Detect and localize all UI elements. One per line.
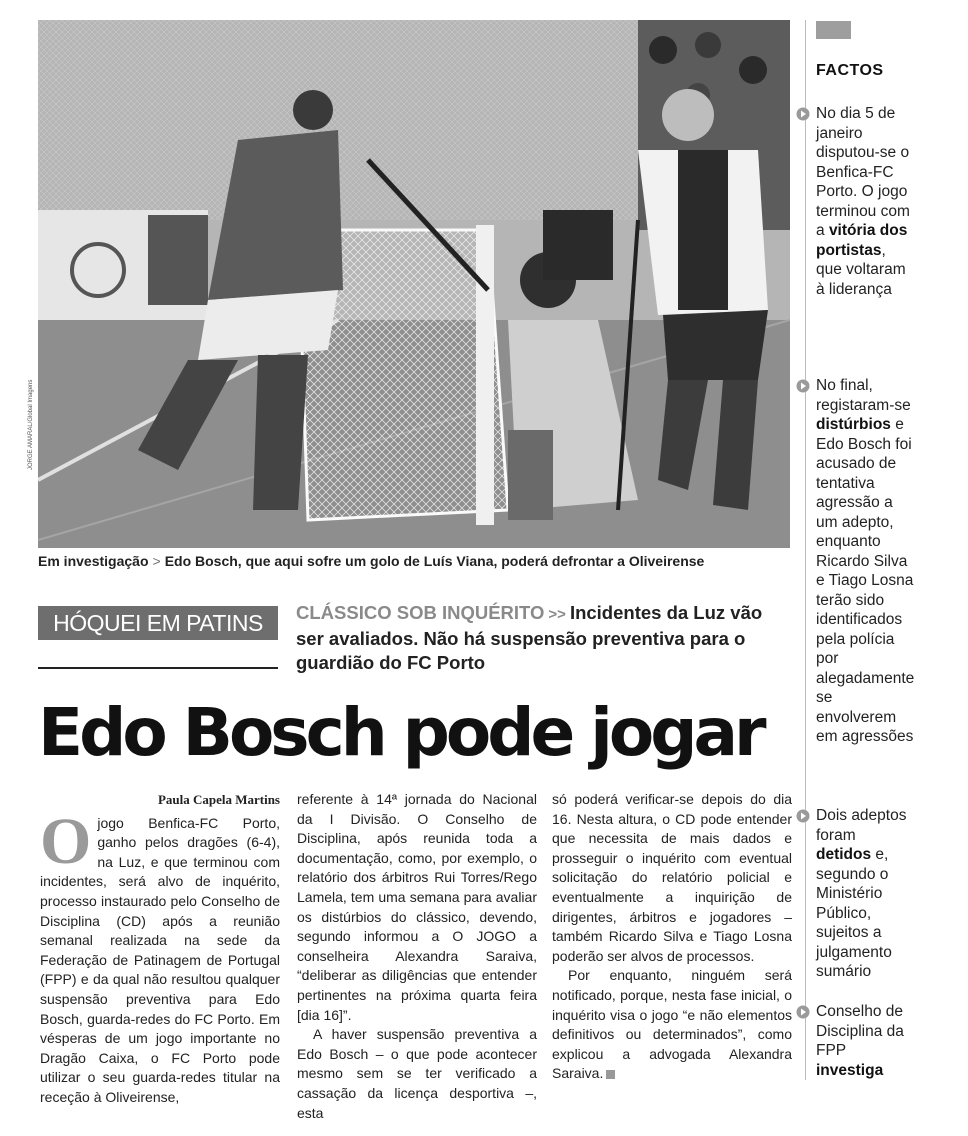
kicker-text: Incidentes da Luz vão ser avaliados. Não há suspensão preventiva para o guardião do FC Porto [296,602,763,673]
article-column-2 [297,790,537,1123]
photo-illustration [38,20,790,548]
fact-text: Dois adeptos foram [816,807,907,844]
fact-text: e Edo Bosch foi acusado de tentativa agressão a um adepto, enquanto Ricardo Silva e Tiago Losna terão sido identificados pela polícia por alegadamente se envolverem em agressões [816,416,915,745]
arrow-bullet-icon [796,107,810,121]
arrow-bullet-icon [796,1005,810,1019]
byline: Paula Capela Martins [157,792,280,807]
sidebar-marker [816,21,851,39]
fact-highlight: vitória dos portistas [816,222,908,259]
fact-text: No final, registaram-se [816,377,911,414]
fact-highlight: investiga [816,1061,884,1079]
kicker-label: CLÁSSICO SOB INQUÉRITO [296,602,545,623]
caption-lead: Em investigação [38,553,149,569]
article-paragraph: A haver suspensão preventiva a Edo Bosch – o que pode acontecer mesmo sem se ter verificado a cassação da licença desportiva –, esta [297,1026,537,1121]
article-paragraph-text: Por enquanto, ninguém será notificado, porque, nesta fase inicial, o inquérito visa o jogo “e não elementos definitivos ou determinados”, como explicou a advogada Alexandra Saraiva. [552,967,792,1082]
article-paragraph: referente à 14ª jornada do Nacional da I Divisão. O Conselho de Disciplina, após reunida toda a documentação, como, por exemplo, o relatório dos árbitros Rui Torres/Rego Lamela, tem uma semana para avaliar os distúrbios do clássico, devendo, segundo informou a O JOGO a conselheira Alexandra Saraiva, “deliberar as diligências que entender pertinentes na próxima quarta feira [dia 16]”. [297,791,537,1023]
article-paragraph: jogo Benfica-FC Porto, ganho pelos dragões (6-4), na Luz, e que terminou com incidentes, será alvo de inquérito, processo instaurado pelo Conselho de Disciplina (CD) após a reunião semanal realizada na sede da Federação de Patinagem de Portugal (FPP) e da qual não resultou qualquer suspensão preventiva para Edo Bosch, guarda-redes do FC Porto. Em vésperas de um jogo importante no Dragão Caixa, o FC Porto pode utilizar o seu guarda-redes titular na receção à Oliveirense, [40,814,280,1105]
fact-text: e, segundo o Ministério Público, sujeitos a julgamento sumário [816,846,892,980]
caption-separator: > [152,553,161,569]
caption-text: Edo Bosch, que aqui sofre um golo de Luís Viana, poderá defrontar a Oliveirense [164,553,705,569]
sidebar-title: FACTOS [816,62,884,79]
article-photo [38,20,790,548]
end-mark-icon [606,1070,615,1079]
article-paragraph: só poderá verificar-se depois do dia 16. Nesta altura, o CD pode entender que necessita de mais dados e prosseguir o inquérito com eventual solicitação do relatório policial e eventualmente a inquirição de dirigentes, árbitros e jogadores – também Ricardo Silva e Tiago Losna poderão ser alvos de processos. [552,791,792,964]
headline: Edo Bosch pode jogar [38,694,763,771]
fact-item [796,376,914,747]
fact-text: No dia 5 de janeiro disputou-se o Benfica-FC Porto. O jogo terminou com a [816,105,910,239]
kicker [296,601,786,675]
fact-highlight: detidos [816,846,872,863]
arrow-bullet-icon [796,809,810,823]
kicker-arrows: >> [548,606,566,623]
article-paragraph-end [552,966,792,1084]
fact-item [796,104,914,299]
article-column-3 [552,790,792,1084]
photo-credit: JORGE AMARAL/Global Imagens [28,379,34,470]
article-column-1 [40,790,280,1108]
arrow-bullet-icon [796,379,810,393]
section-tag: HÓQUEI EM PATINS [38,606,278,640]
fact-item [796,806,914,982]
drop-cap: O [40,804,92,878]
fact-text: , que voltaram à liderança [816,241,906,298]
photo-caption [38,553,798,569]
section-divider [38,667,278,669]
fact-highlight: distúrbios [816,416,891,433]
fact-text: Conselho de Disciplina da FPP [816,1003,904,1059]
fact-item [796,1002,914,1080]
